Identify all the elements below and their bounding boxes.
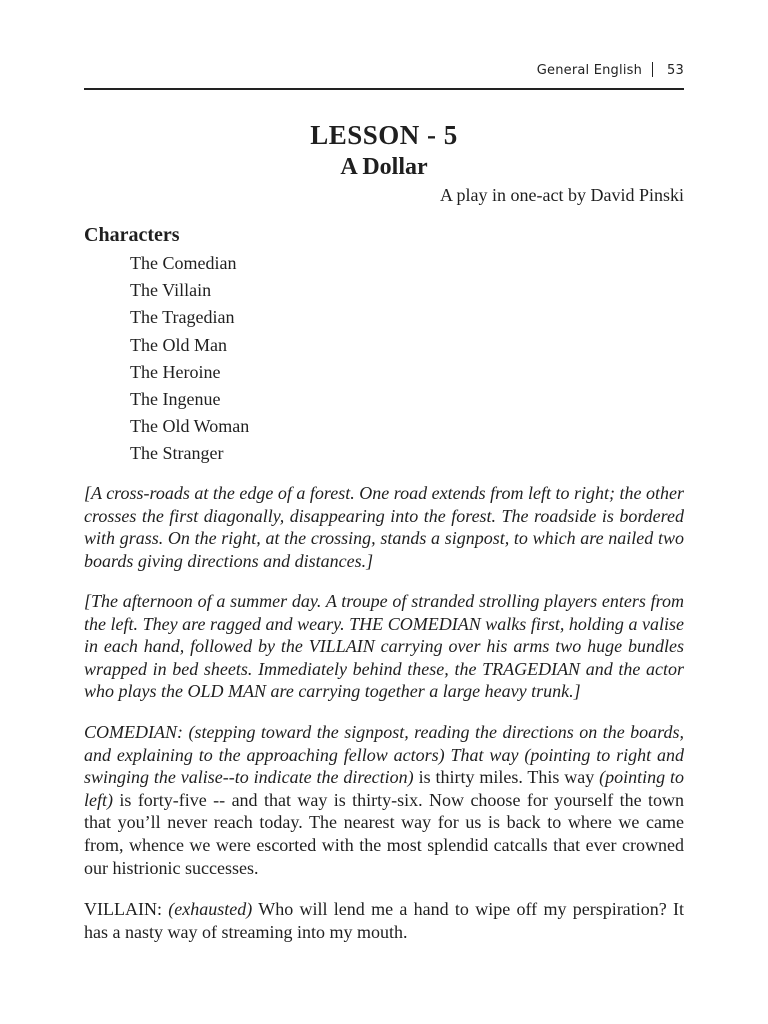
character-item: The Ingenue bbox=[130, 388, 221, 409]
lesson-number: LESSON - 5 bbox=[310, 120, 458, 150]
characters-heading: Characters bbox=[84, 224, 180, 246]
stage-direction: (exhausted) bbox=[168, 899, 253, 919]
stage-direction-entrance: [The afternoon of a summer day. A troupe of stranded strolling players enters from the left. They are ragged and weary. THE COMEDIAN walks first, holding a valise in each hand, followed by the VILLAIN carrying over his arms two huge bundles wrapped in bed sheets. Immediately behind these, the TRAGEDIAN and the actor who plays the OLD MAN are carrying together a large heavy trunk.] bbox=[84, 591, 684, 702]
book-title: General English bbox=[536, 63, 643, 78]
character-item: The Tragedian bbox=[130, 307, 235, 328]
stage-direction: (pointing to left) bbox=[84, 767, 685, 810]
character-item: The Comedian bbox=[130, 253, 237, 273]
play-title: A Dollar bbox=[340, 154, 428, 180]
speech-text: is forty-five -- and that way is thirty-six. Now choose for yourself the town that you’ll never reach today. The nearest way for us is back to where we came from, whence we were escorted with the most splendid catcalls that ever crowned our histrionic successes. bbox=[84, 789, 684, 878]
stage-direction: (pointing to right and swinging the valise--to indicate the direction) bbox=[84, 744, 685, 788]
header-rule bbox=[84, 88, 684, 90]
character-item: The Old Man bbox=[130, 334, 227, 355]
character-item: The Stranger bbox=[130, 443, 224, 464]
speaker-name: VILLAIN: bbox=[84, 899, 162, 919]
header-separator bbox=[652, 62, 653, 77]
character-list bbox=[130, 252, 249, 470]
character-item: The Villain bbox=[130, 280, 212, 301]
speaker-name: COMEDIAN: bbox=[84, 722, 183, 742]
speech-text: is thirty miles. This way bbox=[418, 767, 595, 788]
stage-direction: (stepping toward the signpost, reading the directions on the boards, and explaining to the approaching fellow actors) bbox=[84, 722, 685, 765]
character-item: The Heroine bbox=[130, 361, 221, 382]
speech-text: That way bbox=[450, 744, 519, 765]
comedian-speech bbox=[84, 721, 684, 879]
running-header bbox=[84, 62, 684, 78]
stage-direction-setting: [A cross-roads at the edge of a forest. One road extends from left to right; the other crosses the first diagonally, disappearing into the forest. The roadside is bordered with grass. On the right, at the crossing, stands a signpost, to which are nailed two boards giving directions and distances.] bbox=[84, 483, 684, 571]
page-number: 53 bbox=[667, 63, 684, 78]
speech-text: Who will lend me a hand to wipe off my perspiration? It has a nasty way of streaming into my mouth. bbox=[84, 899, 684, 942]
villain-speech bbox=[84, 898, 684, 943]
character-item: The Old Woman bbox=[130, 416, 250, 437]
play-byline: A play in one-act by David Pinski bbox=[440, 185, 684, 205]
